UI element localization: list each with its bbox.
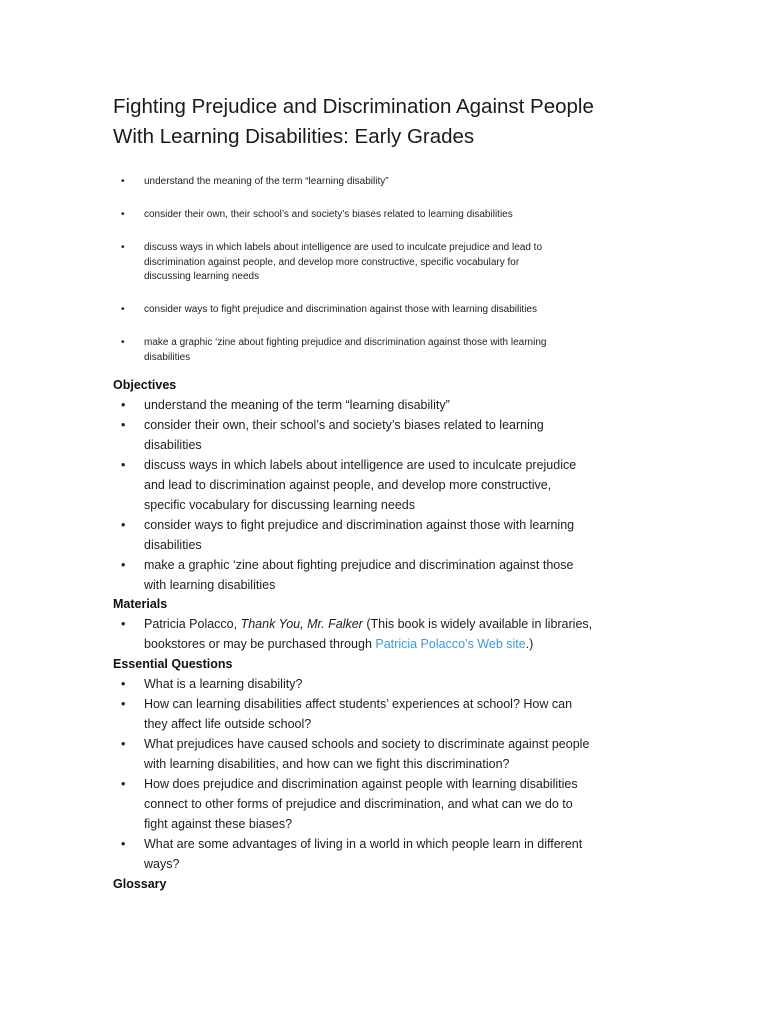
lesson-body bbox=[0, 376, 768, 895]
bullet-marker: • bbox=[121, 677, 126, 692]
item-text-line: understand the meaning of the term “learning disability” bbox=[144, 397, 450, 412]
objectives-list bbox=[0, 396, 768, 596]
item-text-line: connect to other forms of prejudice and discrimination, and what can we do to bbox=[144, 797, 573, 812]
item-text-line: How can learning disabilities affect students’ experiences at school? How can bbox=[144, 697, 573, 712]
material-note: (This book is widely available in libraries, bbox=[362, 617, 593, 632]
intro-list-item bbox=[0, 175, 768, 190]
material-note: bookstores or may be purchased through bbox=[144, 637, 376, 652]
item-text-line: discuss ways in which labels about intelligence are used to inculcate prejudice and lead to bbox=[144, 242, 543, 253]
material-item bbox=[0, 615, 768, 655]
objective-item bbox=[0, 516, 768, 556]
intro-list-item bbox=[0, 208, 768, 223]
bullet-marker: • bbox=[121, 836, 126, 851]
bullet-marker: • bbox=[121, 242, 125, 253]
book-title: Thank You, Mr. Falker bbox=[240, 617, 363, 632]
title-line: Fighting Prejudice and Discrimination Against People bbox=[113, 95, 594, 118]
section-heading-objectives: Objectives bbox=[113, 378, 177, 392]
essential-questions-list bbox=[0, 675, 768, 875]
bullet-marker: • bbox=[121, 517, 126, 532]
objective-item bbox=[0, 456, 768, 516]
bullet-marker: • bbox=[121, 777, 126, 792]
bullet-marker: • bbox=[121, 557, 126, 572]
item-text-line: understand the meaning of the term “learning disability” bbox=[144, 176, 389, 187]
intro-list-item bbox=[0, 303, 768, 318]
item-text-line: with learning disabilities, and how can we fight this discrimination? bbox=[144, 757, 510, 772]
bullet-marker: • bbox=[121, 176, 125, 187]
objective-item bbox=[0, 556, 768, 596]
polacco-website-link[interactable]: Patricia Polacco’s Web site bbox=[375, 637, 526, 652]
item-text-line: consider ways to fight prejudice and discrimination against those with learning disabilities bbox=[144, 304, 537, 315]
question-item bbox=[0, 675, 768, 695]
item-text-line: disabilities bbox=[144, 351, 191, 363]
item-text-line: discuss ways in which labels about intelligence are used to inculcate prejudice bbox=[144, 457, 577, 472]
bullet-marker: • bbox=[121, 417, 126, 432]
objective-item bbox=[0, 396, 768, 416]
item-text-line bbox=[144, 635, 768, 655]
item-text-line: make a graphic ‘zine about fighting prejudice and discrimination against those bbox=[144, 557, 574, 572]
bullet-marker: • bbox=[121, 209, 125, 220]
item-text-line: consider ways to fight prejudice and discrimination against those with learning bbox=[144, 517, 575, 532]
question-item bbox=[0, 695, 768, 735]
item-text-line: What is a learning disability? bbox=[144, 677, 303, 692]
item-text-line: What prejudices have caused schools and society to discriminate against people bbox=[144, 737, 590, 752]
bullet-marker: • bbox=[121, 697, 126, 712]
title-line: With Learning Disabilities: Early Grades bbox=[113, 125, 475, 148]
item-text-line: specific vocabulary for discussing learning needs bbox=[144, 497, 415, 512]
item-text-line: fight against these biases? bbox=[144, 816, 293, 831]
item-text-line: discussing learning needs bbox=[144, 271, 260, 282]
item-text-line: they affect life outside school? bbox=[144, 717, 312, 732]
bullet-marker: • bbox=[121, 304, 125, 315]
item-text-line: consider their own, their school’s and society’s biases related to learning bbox=[144, 417, 544, 432]
bullet-marker: • bbox=[121, 737, 126, 752]
objective-item bbox=[0, 416, 768, 456]
item-text-line: and lead to discrimination against people, and develop more constructive, bbox=[144, 477, 552, 492]
item-text-line: What are some advantages of living in a world in which people learn in different bbox=[144, 836, 583, 851]
page-title bbox=[113, 92, 594, 152]
section-heading-essential-questions: Essential Questions bbox=[113, 657, 233, 672]
materials-list bbox=[0, 615, 768, 655]
bullet-marker: • bbox=[121, 397, 126, 412]
material-author: Patricia Polacco, bbox=[144, 617, 241, 632]
item-text-line: discrimination against people, and develop more constructive, specific vocabulary for bbox=[144, 256, 520, 268]
item-text-line: with learning disabilities bbox=[144, 577, 276, 592]
intro-bullet-list bbox=[0, 175, 768, 384]
intro-list-item bbox=[0, 336, 768, 365]
item-text-line: disabilities bbox=[144, 437, 202, 452]
bullet-marker: • bbox=[121, 457, 126, 472]
item-text-line: How does prejudice and discrimination against people with learning disabilities bbox=[144, 777, 578, 792]
item-text-line: consider their own, their school’s and society’s biases related to learning disabilities bbox=[144, 209, 513, 220]
item-text-line bbox=[144, 615, 768, 635]
bullet-marker: • bbox=[121, 337, 125, 348]
section-heading-glossary: Glossary bbox=[113, 876, 167, 891]
item-text-line: ways? bbox=[144, 856, 180, 871]
intro-list-item bbox=[0, 241, 768, 285]
material-note-end: .) bbox=[525, 637, 534, 652]
question-item bbox=[0, 775, 768, 835]
question-item bbox=[0, 735, 768, 775]
item-text-line: make a graphic ‘zine about fighting prejudice and discrimination against those with learning bbox=[144, 337, 547, 348]
item-text-line: disabilities bbox=[144, 537, 202, 552]
section-heading-materials: Materials bbox=[113, 597, 168, 612]
bullet-marker: • bbox=[121, 617, 126, 632]
question-item bbox=[0, 835, 768, 875]
